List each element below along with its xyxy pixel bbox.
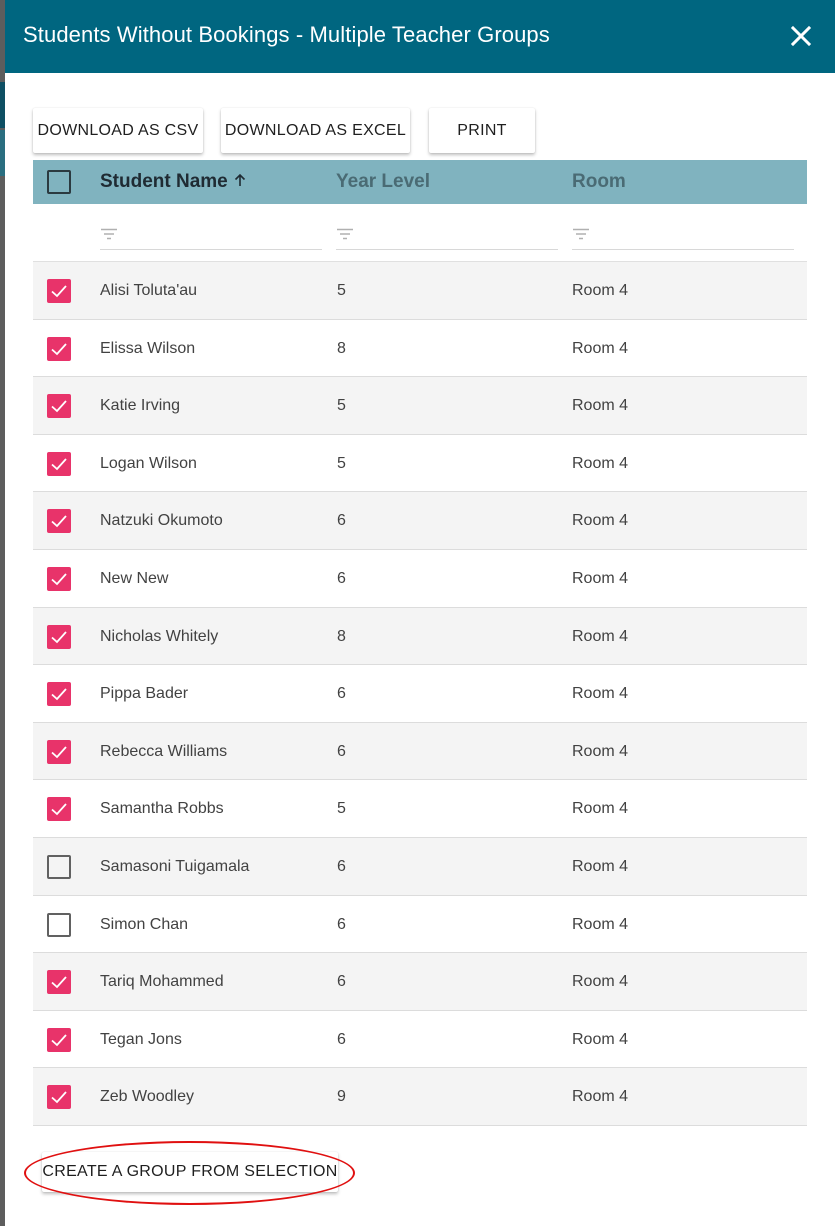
check-icon [50, 974, 68, 990]
sort-ascending-icon [234, 171, 246, 193]
year-level-cell: 6 [337, 857, 346, 875]
row-checkbox[interactable] [47, 1028, 71, 1052]
table-row[interactable] [33, 953, 807, 1011]
filter-icon [100, 228, 118, 240]
row-checkbox[interactable] [47, 394, 71, 418]
year-level-filter[interactable] [336, 218, 558, 250]
table-row[interactable] [33, 780, 807, 838]
dialog-title: Students Without Bookings - Multiple Teacher Groups [23, 22, 550, 47]
column-header-room[interactable]: Room [572, 171, 626, 192]
print-button[interactable]: PRINT [429, 108, 535, 153]
year-level-cell: 6 [337, 569, 346, 587]
row-checkbox[interactable] [47, 855, 71, 879]
student-name-cell: Katie Irving [100, 397, 181, 415]
table-row[interactable] [33, 435, 807, 493]
student-name-cell: Nicholas Whitely [100, 627, 219, 645]
room-cell: Room 4 [572, 282, 629, 299]
room-filter[interactable] [572, 218, 794, 250]
student-name-cell: Logan Wilson [100, 454, 197, 472]
filter-icon [572, 228, 590, 240]
check-icon [50, 398, 68, 414]
check-icon [50, 629, 68, 645]
table-row[interactable] [33, 1068, 807, 1126]
download-csv-button[interactable]: DOWNLOAD AS CSV [33, 108, 203, 153]
table-row[interactable] [33, 550, 807, 608]
grid-body [33, 262, 807, 1126]
row-checkbox[interactable] [47, 337, 71, 361]
row-checkbox[interactable] [47, 913, 71, 937]
check-icon [50, 744, 68, 760]
year-level-cell: 8 [337, 627, 346, 645]
table-row[interactable] [33, 723, 807, 781]
year-level-cell: 5 [337, 282, 346, 299]
table-row[interactable] [33, 838, 807, 896]
dialog-titlebar [5, 0, 835, 73]
row-checkbox[interactable] [47, 797, 71, 821]
student-name-cell: Simon Chan [100, 915, 189, 933]
students-dialog [5, 0, 835, 1226]
student-name-filter[interactable] [100, 218, 322, 250]
year-level-cell: 6 [337, 973, 346, 991]
row-checkbox[interactable] [47, 682, 71, 706]
room-cell: Room 4 [572, 627, 629, 645]
year-level-cell: 5 [337, 800, 346, 818]
student-name-cell: Natzuki Okumoto [100, 512, 223, 530]
table-row[interactable] [33, 320, 807, 378]
student-name-cell: Samasoni Tuigamala [100, 857, 250, 875]
room-cell: Room 4 [572, 1030, 629, 1048]
year-level-cell: 6 [337, 915, 346, 933]
student-name-cell: Zeb Woodley [100, 1088, 194, 1106]
room-cell: Room 4 [572, 800, 629, 818]
year-level-cell: 9 [337, 1088, 346, 1106]
check-icon [50, 513, 68, 529]
year-level-cell: 6 [337, 742, 346, 760]
row-checkbox[interactable] [47, 452, 71, 476]
row-checkbox[interactable] [47, 1085, 71, 1109]
student-name-cell: Pippa Bader [100, 685, 189, 703]
year-level-cell: 5 [337, 454, 346, 472]
column-header-student-name[interactable] [100, 171, 246, 193]
room-cell: Room 4 [572, 685, 629, 703]
student-name-cell: New New [100, 569, 169, 587]
table-row[interactable] [33, 377, 807, 435]
room-cell: Room 4 [572, 569, 629, 587]
room-cell: Room 4 [572, 742, 629, 760]
check-icon [50, 686, 68, 702]
room-cell: Room 4 [572, 454, 629, 472]
create-group-button[interactable]: CREATE A GROUP FROM SELECTION [42, 1152, 338, 1192]
check-icon [50, 1032, 68, 1048]
row-checkbox[interactable] [47, 740, 71, 764]
table-row[interactable] [33, 1011, 807, 1069]
check-icon [50, 571, 68, 587]
room-cell: Room 4 [572, 397, 629, 415]
row-checkbox[interactable] [47, 509, 71, 533]
check-icon [50, 283, 68, 299]
close-button[interactable] [785, 20, 817, 52]
column-header-year-level[interactable]: Year Level [336, 171, 431, 192]
student-name-cell: Tariq Mohammed [100, 973, 224, 991]
close-icon [791, 26, 811, 46]
table-row[interactable] [33, 896, 807, 954]
row-checkbox[interactable] [47, 970, 71, 994]
row-checkbox[interactable] [47, 279, 71, 303]
room-cell: Room 4 [572, 915, 629, 933]
year-level-cell: 6 [337, 1030, 346, 1048]
room-cell: Room 4 [572, 973, 629, 991]
row-checkbox[interactable] [47, 567, 71, 591]
table-row[interactable] [33, 665, 807, 723]
year-level-cell: 6 [337, 512, 346, 530]
row-checkbox[interactable] [47, 625, 71, 649]
table-row[interactable] [33, 492, 807, 550]
students-grid [33, 160, 807, 1126]
table-row[interactable] [33, 608, 807, 666]
filter-row [33, 204, 807, 262]
room-cell: Room 4 [572, 1088, 629, 1106]
student-name-cell: Tegan Jons [100, 1030, 182, 1048]
year-level-cell: 6 [337, 685, 346, 703]
student-name-cell: Rebecca Williams [100, 742, 228, 760]
filter-icon [336, 228, 354, 240]
year-level-cell: 8 [337, 339, 346, 357]
check-icon [50, 341, 68, 357]
student-name-cell: Samantha Robbs [100, 800, 224, 818]
student-name-cell: Elissa Wilson [100, 339, 196, 357]
column-header-label: Student Name [100, 171, 228, 193]
select-all-checkbox[interactable] [47, 170, 71, 194]
room-cell: Room 4 [572, 512, 629, 530]
check-icon [50, 801, 68, 817]
check-icon [50, 1089, 68, 1105]
grid-header [33, 160, 807, 204]
year-level-cell: 5 [337, 397, 346, 415]
student-name-cell: Alisi Toluta'au [100, 282, 198, 299]
download-excel-button[interactable]: DOWNLOAD AS EXCEL [221, 108, 410, 153]
room-cell: Room 4 [572, 857, 629, 875]
table-row[interactable] [33, 262, 807, 320]
room-cell: Room 4 [572, 339, 629, 357]
check-icon [50, 456, 68, 472]
